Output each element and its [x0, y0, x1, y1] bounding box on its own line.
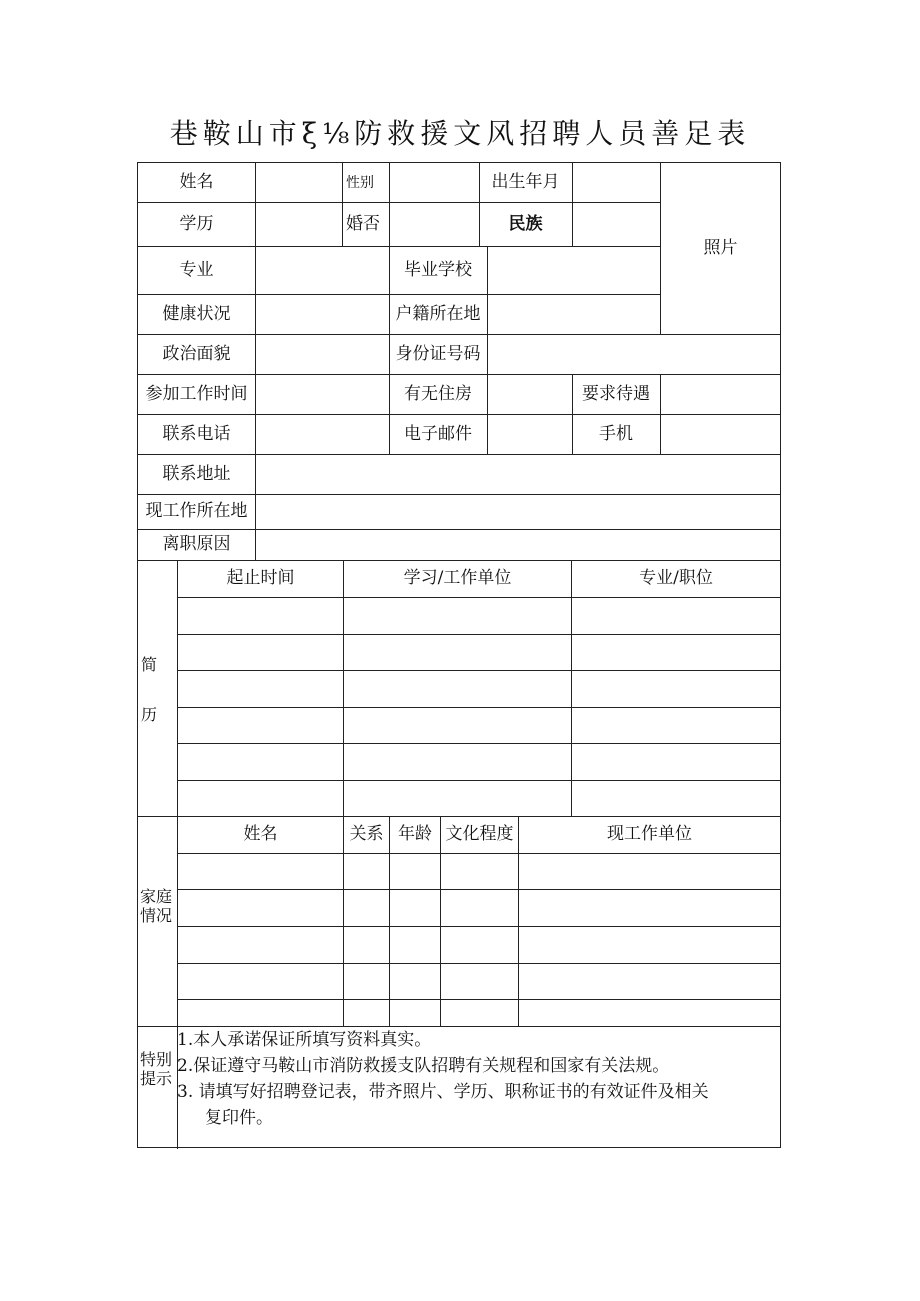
label-education: 学历 [179, 213, 214, 234]
label-id-number: 身份证号码 [395, 343, 481, 364]
resume-header-unit: 学习/工作单位 [403, 568, 512, 588]
note-item: 1.本人承诺保证所填写资料真实。 [177, 1030, 432, 1050]
note-item: 复印件。 [205, 1108, 273, 1128]
row-line [177, 963, 780, 964]
marital-field[interactable] [390, 202, 479, 246]
family-header-education: 文化程度 [445, 824, 514, 844]
family-header-relation: 关系 [349, 824, 384, 844]
label-gender: 性别 [346, 174, 374, 191]
label-major: 专业 [179, 259, 214, 280]
row-line [177, 926, 780, 927]
registration-form [137, 162, 781, 1148]
label-marital: 婚否 [346, 213, 380, 234]
gender-field[interactable] [390, 163, 479, 202]
major-field[interactable] [256, 246, 389, 294]
mobile-field[interactable] [661, 414, 780, 454]
label-phone: 联系电话 [162, 423, 231, 444]
label-birth: 出生年月 [491, 172, 560, 192]
form-title: 巷鞍山市ξ⅛防救援文风招聘人员善足表 [169, 117, 751, 150]
current-work-place-field[interactable] [256, 494, 780, 529]
photo-box[interactable]: 照片 [703, 238, 738, 258]
ethnicity-field[interactable] [573, 202, 660, 246]
label-housing: 有无住房 [404, 383, 472, 404]
label-ethnicity: 民族 [508, 213, 543, 234]
label-mobile: 手机 [599, 423, 633, 444]
label-work-start: 参加工作时间 [145, 383, 248, 404]
hukou-field[interactable] [488, 294, 660, 334]
family-header-workplace: 现工作单位 [607, 824, 692, 844]
label-school: 毕业学校 [404, 259, 472, 280]
label-hukou: 户籍所在地 [395, 303, 481, 324]
health-field[interactable] [256, 294, 389, 334]
work-start-field[interactable] [256, 374, 389, 414]
salary-field[interactable] [661, 374, 780, 414]
note-item: 3. 请填写好招聘登记表，带齐照片、学历、职称证书的有效证件及相关 [177, 1082, 709, 1102]
row-line [177, 743, 780, 744]
school-field[interactable] [488, 246, 660, 294]
name-field[interactable] [256, 163, 342, 202]
label-current-work-place: 现工作所在地 [145, 501, 248, 521]
col-line [571, 560, 572, 816]
notes-list [177, 1027, 777, 1131]
address-field[interactable] [256, 454, 780, 494]
label-health: 健康状况 [162, 303, 231, 324]
housing-field[interactable] [488, 374, 572, 414]
row-line [177, 597, 780, 598]
label-salary: 要求待遇 [582, 383, 650, 404]
birth-field[interactable] [573, 163, 660, 202]
label-politics: 政治面貌 [162, 343, 231, 364]
row-line [177, 780, 780, 781]
col-line [343, 560, 344, 816]
id-number-field[interactable] [488, 334, 780, 374]
row-line [177, 889, 780, 890]
row-line [177, 670, 780, 671]
resume-label-1: 简 [140, 655, 157, 674]
row-line [177, 853, 780, 854]
label-address: 联系地址 [162, 463, 231, 484]
resume-header-position: 专业/职位 [639, 568, 713, 588]
phone-field[interactable] [256, 414, 389, 454]
row-line [177, 707, 780, 708]
label-email: 电子邮件 [404, 423, 472, 444]
resume-label-2: 历 [140, 705, 157, 724]
note-item: 2.保证遵守马鞍山市消防救援支队招聘有关规程和国家有关法规。 [177, 1056, 670, 1076]
row-line [177, 999, 780, 1000]
education-field[interactable] [256, 202, 342, 246]
leave-reason-field[interactable] [256, 529, 780, 560]
resume-header-period: 起止时间 [226, 568, 295, 588]
email-field[interactable] [488, 414, 572, 454]
label-name: 姓名 [179, 172, 214, 192]
family-header-name: 姓名 [243, 824, 278, 844]
row-line [177, 634, 780, 635]
label-leave-reason: 离职原因 [162, 534, 231, 554]
politics-field[interactable] [256, 334, 389, 374]
notes-label: 特别提示 [139, 1050, 172, 1088]
family-header-age: 年龄 [398, 824, 432, 844]
family-label: 家庭情况 [139, 887, 172, 925]
